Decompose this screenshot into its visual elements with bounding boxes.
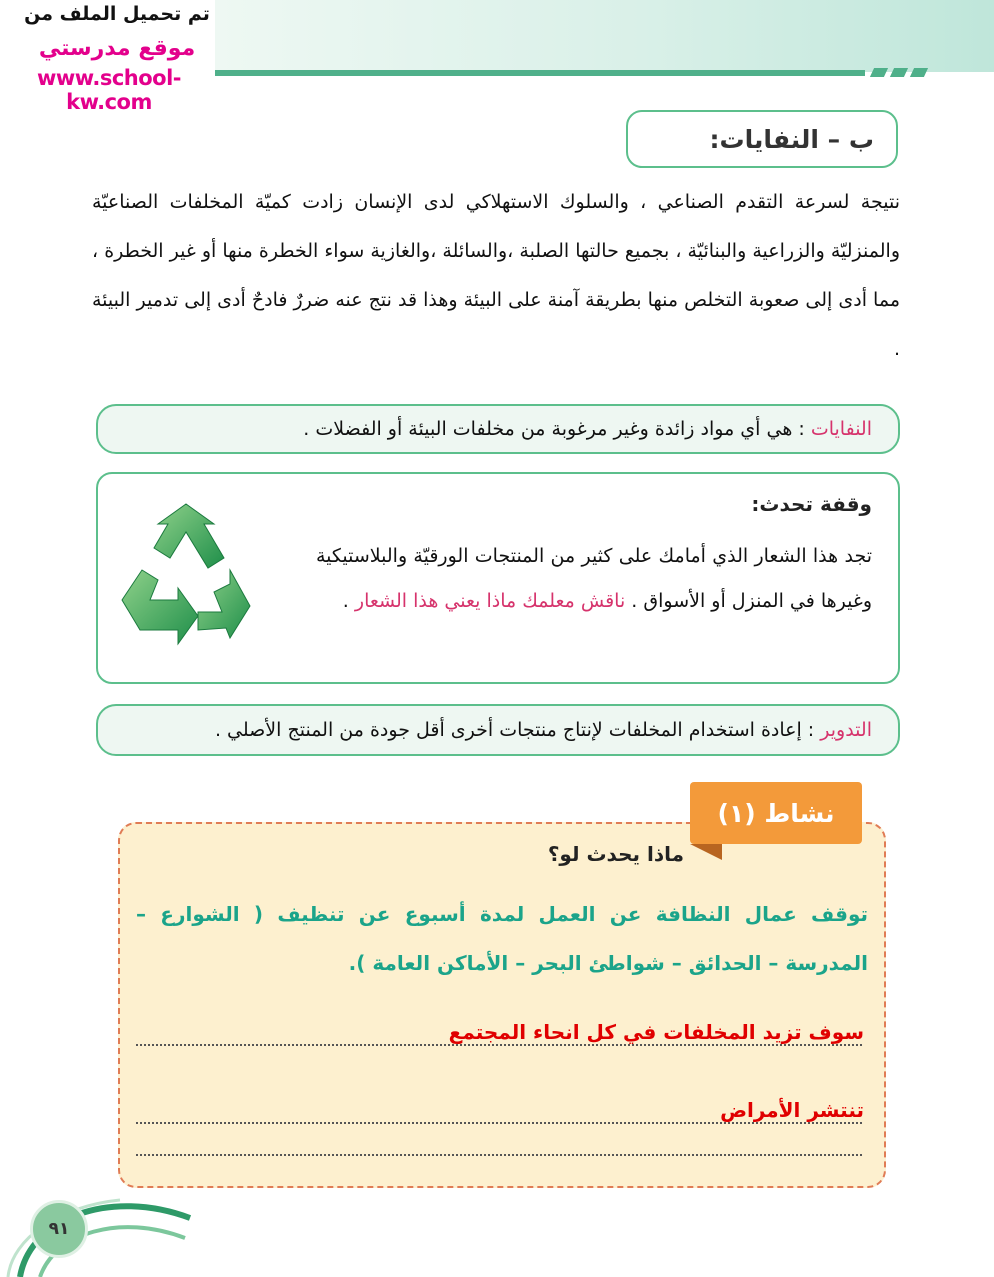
header-dash	[890, 68, 908, 77]
header-dash	[910, 68, 928, 77]
section-heading-box	[626, 110, 898, 168]
recycle-icon	[112, 488, 260, 668]
talk-title: وقفة تحدث:	[751, 492, 872, 516]
waste-definition: : هي أي مواد زائدة وغير مرغوبة من مخلفات البيئة أو الفضلات .	[303, 418, 811, 440]
intro-paragraph: نتيجة لسرعة التقدم الصناعي ، والسلوك الاستهلاكي لدى الإنسان زادت كميّة المخلفات الصناعيّة والمنزليّة والزراعية والبنائيّة ، بجميع حالتها الصلبة ،والسائلة ،والغازية سواء الخطرة منها أو غير الخطرة ، مما أدى إلى صعوبة التخلص منها بطريقة آمنة على البيئة وهذا قد نتج عنه ضررٌ فادحٌ أدى إلى تدمير البيئة .	[92, 191, 900, 360]
activity-tab: نشاط (١)	[690, 782, 862, 844]
section-heading: ب – النفايات:	[709, 124, 874, 154]
activity-prompt: توقف عمال النظافة عن العمل لمدة أسبوع عن تنظيف ( الشوارع – المدرسة – الحدائق – شواطئ البحر – الأماكن العامة ).	[136, 902, 868, 975]
answer-line-3[interactable]	[136, 1154, 862, 1156]
answer-1: سوف تزيد المخلفات في كل انحاء المجتمع	[448, 1020, 864, 1044]
watermark-line-2: موقع مدرستي	[38, 36, 196, 61]
header-band	[215, 0, 994, 72]
recycling-definition: : إعادة استخدام المخلفات لإنتاج منتجات أخرى أقل جودة من المنتج الأصلي .	[214, 719, 821, 741]
waste-term: النفايات	[810, 418, 872, 440]
recycling-definition-box	[96, 704, 900, 756]
answer-line-2[interactable]	[136, 1122, 862, 1124]
answer-2: تنتشر الأمراض	[720, 1098, 864, 1122]
activity-tab-fold	[690, 844, 722, 860]
header-divider	[215, 70, 865, 76]
waste-definition-box	[96, 404, 900, 454]
talk-box	[96, 472, 900, 684]
talk-text	[316, 534, 872, 624]
header-dash	[870, 68, 888, 77]
watermark-url[interactable]: www.school-kw.com	[36, 66, 181, 114]
talk-text-highlight: ناقش معلمك ماذا يعني هذا الشعار	[354, 590, 626, 612]
talk-text-main: تجد هذا الشعار الذي أمامك على كثير من المنتجات الورقيّة والبلاستيكية وغيرها في المنزل أو الأسواق .	[316, 545, 872, 612]
answer-line-1[interactable]	[136, 1044, 862, 1046]
watermark-line-1: تم تحميل الملف من	[24, 3, 210, 25]
activity-question: ماذا يحدث لو؟	[547, 842, 684, 866]
talk-text-end: .	[342, 590, 355, 612]
activity-box	[118, 822, 886, 1188]
page-number: ٩١	[30, 1200, 88, 1258]
recycling-term: التدوير	[820, 719, 872, 741]
